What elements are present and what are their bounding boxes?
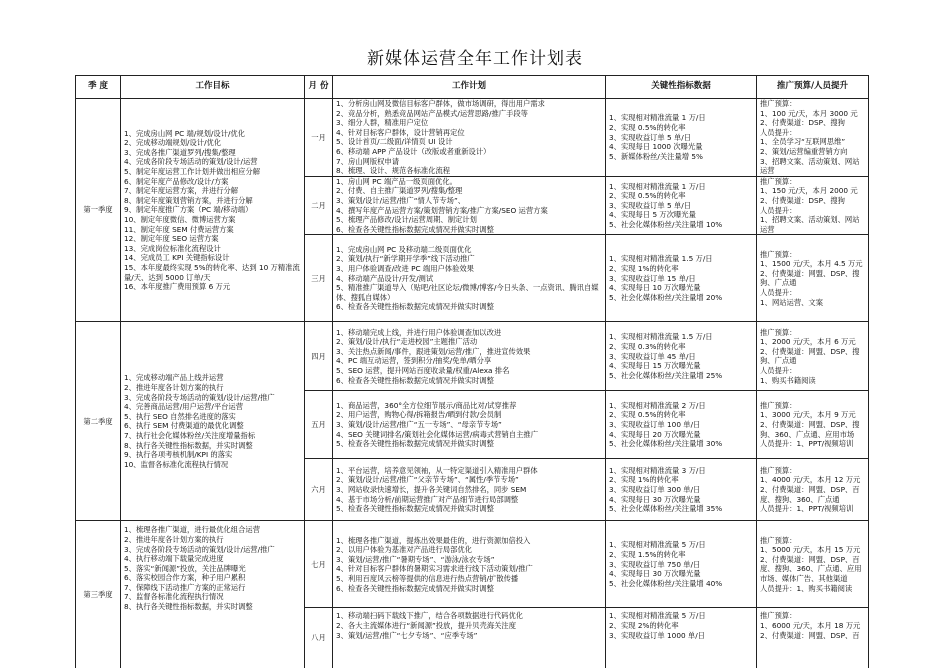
budget-item: 1、100 元/天，本月 3000 元 (760, 108, 858, 118)
goal-item: 4、完善商品运营/用户运营/平台运营 (124, 402, 244, 412)
kpi-item: 2、实现 2%的转化率 (609, 620, 679, 630)
plan-item: 1、移动端扫码下载线下推广，结合各项数据进行代码优化 (336, 611, 524, 621)
goals-cell (121, 322, 305, 521)
plan-item: 3、关注热点新闻/事件，跟进策划/运营/推广，推进宣传效果 (336, 346, 531, 356)
plan-item: 5、设计首页/二级面/详情页 UI 设计 (336, 137, 453, 147)
budget-cell (757, 99, 869, 177)
budget-cell (757, 391, 869, 459)
goal-item: 9、执行各项考核机制/KPI 的落实 (124, 450, 233, 460)
goal-item: 14、完成员工 KPI 关键指标设计 (124, 253, 230, 263)
goal-item: 6、制定年度产品修改/设计/方案 (124, 176, 229, 186)
plan-item: 2、各大主流媒体进行“新闻源”投放，提升贝壳海关注度 (336, 620, 517, 630)
month-cell: 二月 (305, 176, 333, 235)
goal-item: 2、完成移动端规划/设计/优化 (124, 138, 222, 148)
budget-item: 2、策划/运营编重营销方向 (760, 146, 848, 156)
budget-item: 2、付费渠道：网盟、DSP、百 (760, 630, 860, 640)
kpi-cell (606, 391, 757, 459)
goal-item: 15、本年度最终实现 5%的转化率、达到 10 万精准流量/天、达到 5000 订单/天 (124, 262, 300, 282)
goal-item: 5、落实“新闻源”投放，关注品牌曝光 (124, 563, 246, 573)
budget-cell (757, 608, 869, 668)
plan-item: 2、竞品分析，熟悉竞品网站产品模式/运营思路/推广手段等 (336, 108, 528, 118)
kpi-item: 1、实现相对精准流量 5 万/日 (609, 611, 706, 621)
budget-cell (757, 459, 869, 521)
kpi-item: 1、实现相对精准流量 1.5 万/日 (609, 254, 713, 264)
kpi-item: 1、实现相对精准流量 1 万/日 (609, 181, 706, 191)
budget-item: 1、购买书籍阅读 (760, 375, 816, 385)
kpi-cell (606, 99, 757, 177)
goal-item: 1、完成房山网 PC 端/规划/设计/优化 (124, 128, 246, 138)
kpi-item: 2、实现 1%的转化率 (609, 263, 679, 273)
table-row (76, 322, 869, 391)
plan-item: 3、用户体验调查/改进 PC 端用户体验效果 (336, 263, 474, 273)
budget-item: 1、4000 元/天，本月 12 万元 (760, 475, 861, 485)
plan-item: 3、策划/设计/运营/推广“五一专场”、“母亲节专场” (336, 420, 502, 430)
plan-item: 1、商品运营，360°全方位细节展示/商品比对/试穿推荐 (336, 400, 517, 410)
kpi-item: 2、实现 0.3%的转化率 (609, 341, 686, 351)
month-cell: 三月 (305, 235, 333, 322)
goal-item: 2、推进年度各计划方案的执行 (124, 382, 224, 392)
table-row (76, 99, 869, 177)
header-quarter: 季 度 (76, 76, 121, 99)
kpi-item: 5、社会化媒体粉丝/关注量增 10% (609, 219, 723, 229)
plan-cell (333, 521, 606, 608)
header-budget: 推广预算/人员提升 (757, 76, 869, 99)
plan-item: 3、策划/设计/运营/推广“情人节专场”、 (336, 195, 466, 205)
budget-item: 1、网站运营、文案 (760, 297, 824, 307)
goal-item: 13、完成岗位标准化流程设计 (124, 243, 221, 253)
kpi-item: 2、实现 0.5%的转化率 (609, 122, 686, 132)
goal-item: 10、监督各标准化流程执行情况 (124, 459, 229, 469)
kpi-cell (606, 608, 757, 668)
plan-item: 4、针对目标客户群体，设计营销再定位 (336, 127, 465, 137)
budget-item: 2、付费渠道：网盟、DSP、百度、搜狗、360、广点通、应用市场、媒体广告、其他渠道 (760, 554, 862, 583)
plan-item: 4、针对目标客户群体的暑期实习需求进行线下活动策划/推广 (336, 564, 533, 574)
budget-item: 推广预算： (760, 176, 797, 186)
plan-item: 3、网站收录快速增长，提升各关键词自然排名，同步 SEM (336, 485, 527, 495)
plan-item: 4、基于市场分析/前期运营推广对产品细节进行局部调整 (336, 494, 519, 504)
budget-item: 1、150 元/天，本月 2000 元 (760, 186, 858, 196)
budget-item: 2、付费渠道：DSP、搜狗 (760, 118, 845, 128)
budget-item: 人员提升： (760, 365, 797, 375)
header-row (76, 76, 869, 99)
plan-item: 6、检查各关键性指标数据完成情况并做实时调整 (336, 583, 494, 593)
budget-item: 推广预算： (760, 327, 797, 337)
goal-item: 7、执行社会化媒体粉丝/关注度增量指标 (124, 430, 256, 440)
budget-item: 推广预算： (760, 400, 797, 410)
kpi-item: 4、实现每日 30 万次曝光量 (609, 494, 701, 504)
kpi-cell (606, 521, 757, 608)
budget-cell (757, 235, 869, 322)
budget-item: 2、付费渠道：DSP、搜狗 (760, 195, 845, 205)
plan-item: 2、策划/设计/执行“走进校园”主题推广活动 (336, 337, 478, 347)
budget-item: 2、付费渠道：网盟、DSP、百度、搜狗、360、广点通 (760, 485, 860, 504)
goal-item: 8、执行各关键性指标数据，并实时调整 (124, 602, 253, 612)
plan-item: 2、策划/设计/运营/推广“父亲节专场”、“属性/季节专场” (336, 475, 519, 485)
plan-cell (333, 459, 606, 521)
kpi-item: 5、新媒体粉丝/关注量增 5% (609, 151, 703, 161)
kpi-item: 4、实现每日 15 万次曝光量 (609, 361, 701, 371)
budget-item: 人员提升：1、购买书籍阅读 (760, 583, 853, 593)
goal-item: 11、制定年度 SEM 付费运营方案 (124, 224, 234, 234)
budget-item: 2、付费渠道：网盟、DSP、搜狗、广点通 (760, 346, 860, 366)
plan-cell (333, 99, 606, 177)
budget-item: 推广预算： (760, 611, 797, 621)
kpi-item: 3、实现收益订单 100 单/日 (609, 420, 701, 430)
plan-cell (333, 235, 606, 322)
kpi-cell (606, 235, 757, 322)
plan-item: 8、梳理、设计、规范各标准化流程 (336, 166, 451, 176)
budget-item: 1、招聘文案、活动策划、网站运营 (760, 215, 860, 234)
plan-item: 6、移动端 APP 产品设计（改版或者重新设计） (336, 146, 491, 156)
kpi-item: 2、实现 0.5%的转化率 (609, 410, 686, 420)
kpi-cell (606, 176, 757, 235)
kpi-item: 5、社会化媒体粉丝/关注量增 40% (609, 578, 723, 588)
plan-item: 6、检查各关键性指标数据完成情况并做实时调整 (336, 302, 494, 312)
budget-item: 推广预算： (760, 99, 797, 108)
plan-item: 5、精准推广渠道导入（贴吧/社区论坛/微博/博客/今日头条、一点资讯、腾讯自媒体、搜狐自媒体） (336, 283, 599, 302)
page-title: 新媒体运营全年工作计划表 (367, 49, 583, 69)
budget-item: 1、3000 元/天，本月 9 万元 (760, 410, 856, 420)
goal-item: 1、梳理各推广渠道，进行最优化组合运营 (124, 525, 260, 535)
header-goals: 工作目标 (121, 76, 305, 99)
plan-item: 5、检查各关键性指标数据完成情况并做实时调整 (336, 439, 494, 449)
plan-item: 4、移动端产品设计/开发/测试 (336, 273, 434, 283)
plan-item: 4、PC 端互动运营，签到积分/抽奖/免单/晒分享 (336, 356, 492, 366)
budget-item: 2、付费渠道：网盟、DSP、搜狗、360、广点通、应用市场 (760, 420, 860, 439)
goal-item: 3、完成各阶段专场活动的策划/设计/运营/推广 (124, 544, 275, 554)
kpi-item: 4、实现每日 5 万次曝光量 (609, 210, 696, 220)
budget-cell (757, 521, 869, 608)
budget-item: 人员提升：1、PPT/视频培训 (760, 504, 854, 514)
budget-item: 1、全员学习“互联网思维” (760, 137, 846, 147)
quarter-cell: 第三季度 (76, 521, 121, 668)
plan-item: 5、利用百度风云榜等提供的信息进行热点营销/扩散传播 (336, 573, 519, 583)
budget-item: 人员提升： (760, 287, 797, 297)
month-cell: 六月 (305, 459, 333, 521)
plan-item: 7、房山网版权申请 (336, 156, 400, 166)
kpi-item: 1、实现相对精准流量 3 万/日 (609, 465, 706, 475)
goal-item: 2、推进年度各计划方案的执行 (124, 534, 224, 544)
header-plan: 工作计划 (333, 76, 606, 99)
budget-item: 推广预算： (760, 249, 797, 259)
kpi-item: 4、实现每日 10 万次曝光量 (609, 283, 701, 293)
table-body (76, 99, 869, 668)
kpi-item: 1、实现相对精准流量 5 万/日 (609, 540, 706, 550)
goal-item: 9、制定年度推广方案（PC 端/移动端） (124, 205, 253, 215)
plan-item: 1、梳理各推广渠道，提炼出效果最佳的，进行资源加倍投入 (336, 535, 531, 545)
goal-item: 5、制定年度运营工作计划并做出相应分解 (124, 166, 260, 176)
kpi-item: 4、实现每日 20 万次曝光量 (609, 429, 701, 439)
plan-cell (333, 176, 606, 235)
plan-table (75, 75, 869, 668)
kpi-item: 1、实现相对精准流量 1.5 万/日 (609, 332, 713, 342)
goal-item: 16、本年度推广费用预算 6 万元 (124, 282, 231, 292)
plan-item: 4、撰写年度产品运营方案/策划营销方案/推广方案/SEO 运营方案 (336, 205, 548, 215)
budget-item: 2、付费渠道：网盟、DSP、搜狗、广点通 (760, 268, 860, 288)
goal-item: 8、制定年度策划营销方案，并进行分解 (124, 195, 253, 205)
kpi-item: 3、实现收益订单 15 单/日 (609, 273, 696, 283)
kpi-item: 3、实现收益订单 1000 单/日 (609, 630, 705, 640)
plan-item: 1、平台运营，培养意见领袖，从一特定渠道引入精准用户群体 (336, 465, 538, 475)
plan-item: 1、房山网 PC 端产品一级页面优化。 (336, 176, 457, 186)
plan-item: 2、用户运营，购物心得/拆箱报告/晒到付款/会员制 (336, 410, 502, 420)
plan-item: 1、完成房山网 PC 及移动端二级页面优化 (336, 244, 472, 254)
plan-item: 2、策划/执行“新学期开学季”线下活动推广 (336, 254, 475, 264)
month-cell: 一月 (305, 99, 333, 177)
budget-item: 1、2000 元/天，本月 6 万元 (760, 337, 856, 347)
kpi-cell (606, 459, 757, 521)
table-row (76, 521, 869, 608)
goal-item: 3、完成各推广渠道罗列/搜集/整理 (124, 147, 236, 157)
kpi-item: 2、实现 0.5%的转化率 (609, 191, 686, 201)
goal-item: 6、落实校园合作方案，种子用户累积 (124, 573, 246, 583)
kpi-item: 1、实现相对精准流量 1 万/日 (609, 113, 706, 123)
budget-item: 1、6000 元/天，本月 18 万元 (760, 620, 861, 630)
goal-item: 1、完成移动端产品上线并运营 (124, 373, 224, 383)
budget-item: 推广预算： (760, 465, 797, 475)
kpi-item: 3、实现收益订单 5 单/日 (609, 132, 692, 142)
kpi-item: 4、实现每日 1000 次曝光量 (609, 142, 703, 152)
goals-cell (121, 521, 305, 668)
budget-cell (757, 176, 869, 235)
goal-item: 12、制定年度 SEO 运营方案 (124, 234, 219, 244)
kpi-item: 5、社会化媒体粉丝/关注量增 30% (609, 439, 723, 449)
header-month: 月 份 (305, 76, 333, 99)
goal-item: 7、监督各标准化流程执行情况 (124, 592, 224, 602)
goal-item: 4、执行移动端下载量完成进度 (124, 554, 224, 564)
budget-item: 人员提升：1、PPT/视频培训 (760, 439, 854, 449)
plan-cell (333, 391, 606, 459)
month-cell: 五月 (305, 391, 333, 459)
plan-item: 6、检查各关键性指标数据完成情况并做实时调整 (336, 224, 494, 234)
plan-item: 3、策划/运营/推广“暑期专场”、“游泳/泳衣专场” (336, 554, 495, 564)
goal-item: 8、执行各关键性指标数据，并实时调整 (124, 440, 253, 450)
goals-cell (121, 99, 305, 322)
quarter-cell: 第一季度 (76, 99, 121, 322)
month-cell: 八月 (305, 608, 333, 668)
goal-item: 10、制定年度微信、微博运营方案 (124, 214, 236, 224)
kpi-item: 2、实现 1.5%的转化率 (609, 549, 686, 559)
budget-item: 1、5000 元/天，本月 15 万元 (760, 545, 861, 555)
plan-item: 1、分析房山网及微信目标客户群体，做市场调研，得出用户需求 (336, 99, 545, 108)
plan-item: 4、SEO 关键词排名/策划社会化媒体运营/病毒式营销自主推广 (336, 429, 538, 439)
goal-item: 7、保障线下活动推广方案的正常运行 (124, 582, 246, 592)
plan-item: 5、梳理产品修改/设计/运营周期、制定计划 (336, 215, 477, 225)
kpi-item: 5、社会化媒体粉丝/关注量增 25% (609, 370, 723, 380)
goal-item: 4、完成各阶段专场活动的策划/设计/运营 (124, 157, 258, 167)
goal-item: 7、制定年度运营方案，并进行分解 (124, 186, 239, 196)
budget-item: 3、招聘文案、活动策划、网站运营 (760, 156, 860, 176)
goal-item: 5、执行 SEO 自然排名进度的落实 (124, 411, 236, 421)
month-cell: 四月 (305, 322, 333, 391)
header-kpi: 关键性指标数据 (606, 76, 757, 99)
goal-item: 3、完成各阶段专场活动的策划/设计/运营/推广 (124, 392, 275, 402)
plan-item: 1、移动端完成上线，并进行用户体验调查加以改进 (336, 327, 502, 337)
plan-item: 3、策划/运营/推广“七夕专场”、“应季专场” (336, 630, 478, 640)
kpi-item: 1、实现相对精准流量 2 万/日 (609, 400, 706, 410)
kpi-item: 3、实现收益订单 45 单/日 (609, 351, 696, 361)
kpi-item: 3、实现收益订单 300 单/日 (609, 485, 701, 495)
kpi-cell (606, 322, 757, 391)
plan-item: 5、SEO 运营，提升网站百度收录量/权重/Alexa 排名 (336, 365, 510, 375)
plan-item: 5、检查各关键性指标数据完成情况并做实时调整 (336, 504, 494, 514)
kpi-item: 2、实现 1%的转化率 (609, 475, 679, 485)
budget-cell (757, 322, 869, 391)
budget-item: 人员提升： (760, 205, 797, 215)
kpi-item: 3、实现收益订单 750 单/日 (609, 559, 701, 569)
month-cell: 七月 (305, 521, 333, 608)
kpi-item: 5、社会化媒体粉丝/关注量增 20% (609, 292, 723, 302)
plan-item: 2、付费、自主推广渠道罗列/搜集/整理 (336, 186, 463, 196)
budget-item: 推广预算： (760, 535, 797, 545)
plan-cell (333, 322, 606, 391)
budget-item: 1、1500 元/天，本月 4.5 万元 (760, 259, 863, 269)
kpi-item: 3、实现收益订单 5 单/日 (609, 200, 692, 210)
budget-item: 人员提升： (760, 127, 797, 137)
plan-item: 2、以用户体验为基准对产品进行局部优化 (336, 545, 472, 555)
plan-item: 3、细分人群，精准用户定位 (336, 118, 429, 128)
quarter-cell: 第二季度 (76, 322, 121, 521)
kpi-item: 4、实现每日 30 万次曝光量 (609, 569, 701, 579)
plan-item: 6、检查各关键性指标数据完成情况并做实时调整 (336, 375, 494, 385)
kpi-item: 5、社会化媒体粉丝/关注量增 35% (609, 504, 723, 514)
goal-item: 6、执行 SEM 付费渠道的最优化调整 (124, 421, 244, 431)
plan-cell (333, 608, 606, 668)
